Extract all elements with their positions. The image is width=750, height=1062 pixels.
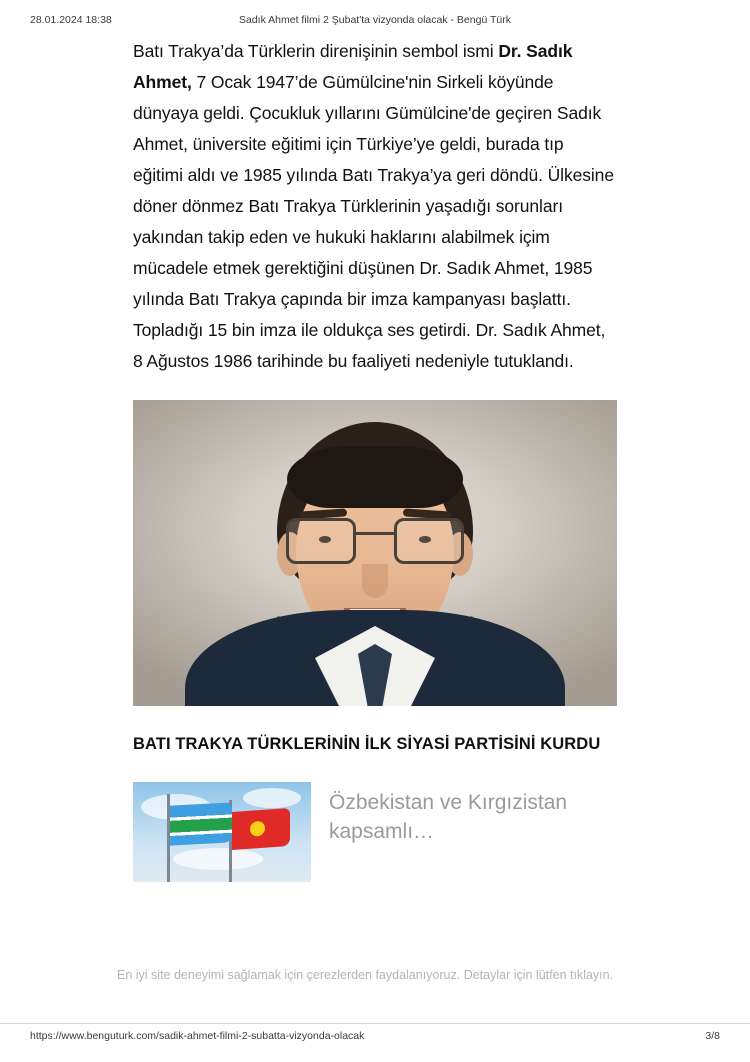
- print-footer: [0, 1030, 750, 1046]
- paragraph-lead: Batı Trakya’da Türklerin direnişinin sembol ismi: [133, 41, 499, 61]
- cloud-shape: [243, 788, 301, 808]
- glasses-lens-right: [394, 518, 464, 564]
- cookie-notice[interactable]: En iyi site deneyimi sağlamak için çerezlerden faydalanıyoruz. Detaylar için lütfen tıklayın.: [117, 968, 614, 982]
- portrait-illustration: [133, 400, 617, 706]
- cloud-shape: [173, 848, 263, 870]
- portrait-glasses: [286, 518, 464, 568]
- paragraph-bold-name: Dr. Sadık Ahmet,: [133, 41, 573, 92]
- print-page-title: Sadık Ahmet filmi 2 Şubat'ta vizyonda olacak - Bengü Türk: [238, 14, 512, 26]
- related-article-title[interactable]: Özbekistan ve Kırgızistan kapsamlı…: [329, 791, 568, 843]
- footer-divider: [0, 1023, 750, 1024]
- print-header: [0, 14, 750, 30]
- glasses-bridge: [356, 532, 394, 535]
- page-number: 3/8: [705, 1030, 720, 1042]
- article-content: [133, 36, 617, 882]
- related-article-card[interactable]: [133, 782, 617, 882]
- portrait-fringe: [287, 446, 463, 508]
- article-photo: [133, 400, 617, 706]
- glasses-lens-left: [286, 518, 356, 564]
- source-url: https://www.benguturk.com/sadik-ahmet-filmi-2-subatta-vizyonda-olacak: [30, 1030, 365, 1042]
- related-article-thumbnail[interactable]: [133, 782, 311, 882]
- print-date: 28.01.2024 18:38: [30, 14, 112, 26]
- article-subheading: BATI TRAKYA TÜRKLERİNİN İLK SİYASİ PARTİSİNİ KURDU: [133, 735, 601, 753]
- uzbekistan-flag-icon: [170, 802, 232, 845]
- article-paragraph: [133, 36, 617, 377]
- kyrgyzstan-flag-icon: [232, 808, 290, 850]
- portrait-nose: [362, 564, 388, 598]
- paragraph-rest: 7 Ocak 1947’de Gümülcine'nin Sirkeli köyünde dünyaya geldi. Çocukluk yıllarını Gümülcine'de geçiren Sadık Ahmet, üniversite eğitimi için Türkiye’ye geldi, burada tıp eğitimi aldı ve 1985 yılında Batı Trakya’ya geri döndü. Ülkesine döner dönmez Batı Trakya Türklerinin yaşadığı sorunları yakından takip eden ve hukuki haklarını alabilmek içim mücadele etmek gerektiğini düşünen Dr. Sadık Ahmet, 1985 yılında Batı Trakya çapında bir imza kampanyası başlattı. Topladığı 15 bin imza ile oldukça ses getirdi. Dr. Sadık Ahmet, 8 Ağustos 1986 tarihinde bu faaliyeti nedeniyle tutuklandı.: [133, 72, 614, 371]
